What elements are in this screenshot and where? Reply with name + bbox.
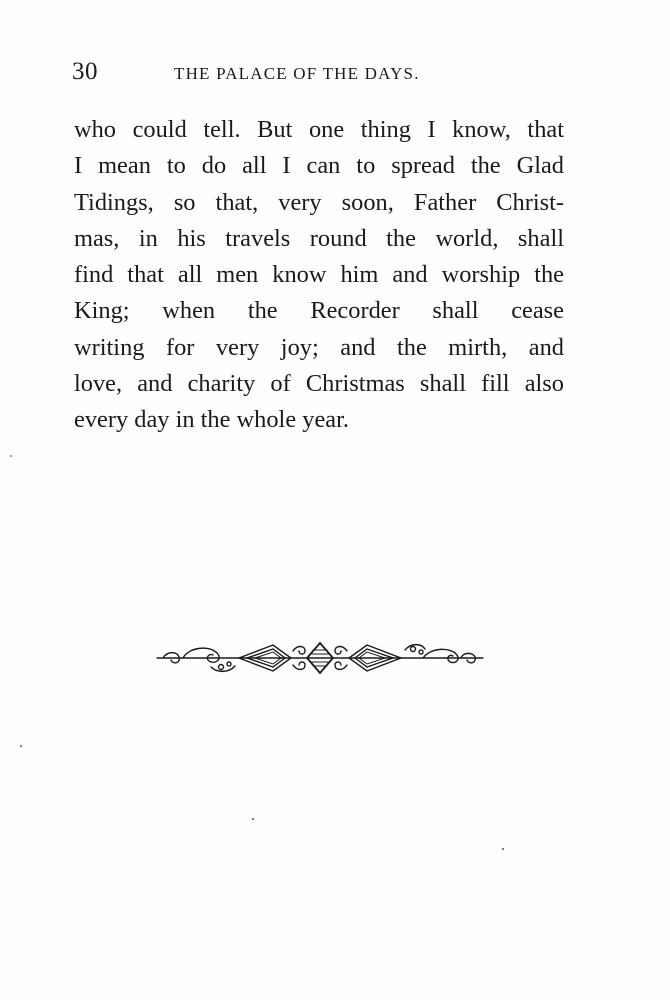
- page-number: 30: [72, 58, 98, 85]
- paper-speck: [252, 818, 254, 820]
- text-line: love, and charity of Christmas shall fill also: [74, 370, 564, 398]
- text-line: every day in the whole year.: [74, 406, 349, 434]
- text-line: King; when the Recorder shall cease: [74, 297, 564, 325]
- body-paragraph: [74, 112, 564, 439]
- text-line: I mean to do all I can to spread the Glad: [74, 152, 564, 180]
- text-line: Tidings, so that, very soon, Father Christ-: [74, 188, 564, 216]
- paper-speck: [10, 455, 12, 457]
- running-head: [72, 58, 572, 88]
- paper-speck: [502, 848, 504, 850]
- text-line: find that all men know him and worship the: [74, 261, 564, 289]
- text-line: who could tell. But one thing I know, that: [74, 116, 564, 143]
- text-line: mas, in his travels round the world, shall: [74, 224, 564, 252]
- running-title: THE PALACE OF THE DAYS.: [174, 64, 420, 83]
- paper-speck: [20, 745, 22, 747]
- text-line: writing for very joy; and the mirth, and: [74, 333, 564, 361]
- scroll-flourish-icon: [155, 633, 485, 683]
